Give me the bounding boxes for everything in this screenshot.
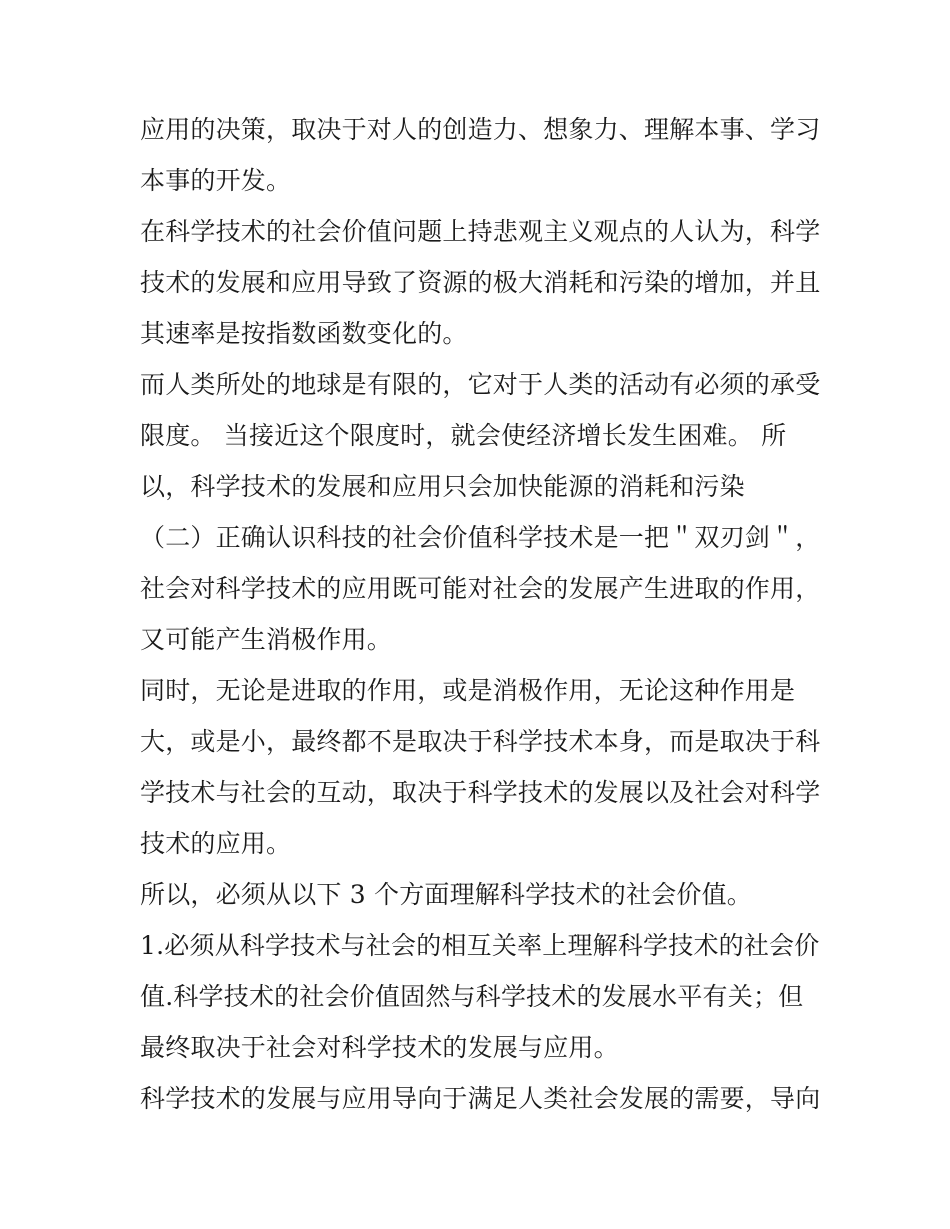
text-line: 技术的应用。 <box>140 829 292 858</box>
text-line: 同时，无论是进取的作用，或是消极作用，无论这种作用是 <box>140 676 796 705</box>
text-line: 限度。 当接近这个限度时，就会使经济增长发生困难。 所 <box>140 421 787 450</box>
text-line: 又可能产生消极作用。 <box>140 625 393 654</box>
document-body <box>140 104 820 1124</box>
text-line: 科学技术的发展与应用导向于满足人类社会发展的需要，导向 <box>140 1084 821 1113</box>
text-line: 应用的决策，取决于对人的创造力、想象力、理解本事、学习 <box>140 115 821 144</box>
text-line: 学技术与社会的互动，取决于科学技术的发展以及社会对科学 <box>140 778 821 807</box>
text-line: 大，或是小，最终都不是取决于科学技术本身，而是取决于科 <box>140 727 821 756</box>
text-line: （二）正确认识科技的社会价值科学技术是一把＂双刃剑＂， <box>140 523 821 552</box>
text-line: 技术的发展和应用导致了资源的极大消耗和污染的增加，并且 <box>140 268 821 297</box>
text-line: 而人类所处的地球是有限的，它对于人类的活动有必须的承受 <box>140 370 821 399</box>
text-line: 1.必须从科学技术与社会的相互关率上理解科学技术的社会价 <box>140 931 820 960</box>
text-line: 值.科学技术的社会价值固然与科学技术的发展水平有关；但 <box>140 982 804 1011</box>
text-line: 在科学技术的社会价值问题上持悲观主义观点的人认为，科学 <box>140 217 821 246</box>
text-line: 所以，必须从以下 3 个方面理解科学技术的社会价值。 <box>140 880 753 909</box>
text-line: 本事的开发。 <box>140 166 292 195</box>
text-line: 以，科学技术的发展和应用只会加快能源的消耗和污染 <box>140 472 745 501</box>
text-line: 最终取决于社会对科学技术的发展与应用。 <box>140 1033 619 1062</box>
text-line: 社会对科学技术的应用既可能对社会的发展产生进取的作用， <box>140 574 821 603</box>
text-line: 其速率是按指数函数变化的。 <box>140 319 468 348</box>
